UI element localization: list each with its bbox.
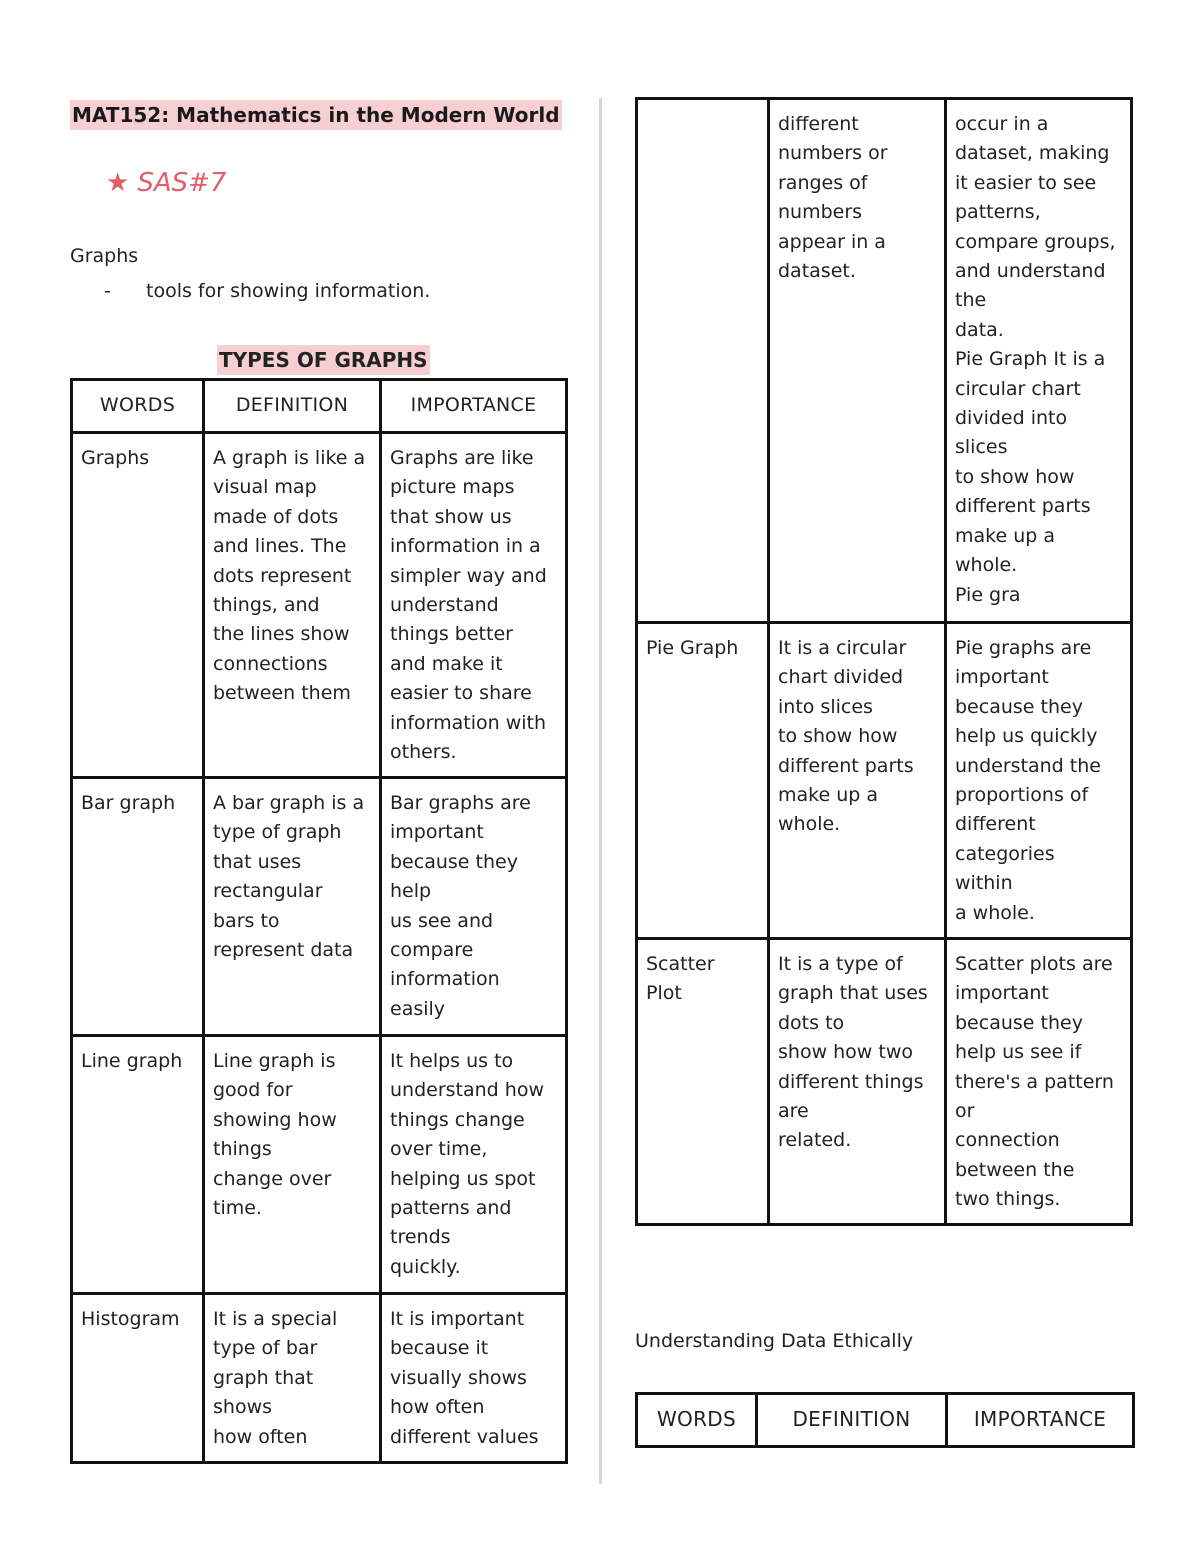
cell-word: Line graph bbox=[72, 1036, 204, 1294]
sas-label: SAS#7 bbox=[137, 168, 227, 198]
ethics-heading: Understanding Data Ethically bbox=[635, 1330, 914, 1352]
cell-word: Graphs bbox=[72, 433, 204, 778]
table-row bbox=[72, 1294, 567, 1463]
graphs-bullet bbox=[104, 280, 430, 302]
table-row bbox=[72, 778, 567, 1036]
graphs-heading: Graphs bbox=[70, 245, 139, 267]
course-title: MAT152: Mathematics in the Modern World bbox=[70, 100, 562, 130]
cell-importance: Graphs are like picture maps that show us information in a simpler way and understand things better and make it easier to share information with others. bbox=[381, 433, 567, 778]
cell-importance: It is important because it visually shows how often different values bbox=[381, 1294, 567, 1463]
cell-importance: Pie graphs are important because they help us quickly understand the proportions of different categories within a whole. bbox=[946, 623, 1132, 939]
types-of-graphs-table bbox=[70, 378, 568, 1464]
types-of-graphs-table-continued bbox=[635, 97, 1133, 1226]
sas-title bbox=[106, 168, 226, 198]
types-heading: TYPES OF GRAPHS bbox=[217, 345, 430, 375]
cell-definition: Line graph is good for showing how things change over time. bbox=[204, 1036, 381, 1294]
cell-definition: A graph is like a visual map made of dots and lines. The dots represent things, and the lines show connections between them bbox=[204, 433, 381, 778]
header-words: WORDS bbox=[72, 380, 204, 433]
table-header-row bbox=[72, 380, 567, 433]
ethics-table bbox=[635, 1392, 1135, 1448]
table-row bbox=[72, 433, 567, 778]
header-importance: IMPORTANCE bbox=[947, 1394, 1134, 1447]
header-definition: DEFINITION bbox=[757, 1394, 947, 1447]
cell-definition: A bar graph is a type of graph that uses rectangular bars to represent data bbox=[204, 778, 381, 1036]
table-row bbox=[637, 939, 1132, 1225]
header-definition: DEFINITION bbox=[204, 380, 381, 433]
cell-importance: occur in a dataset, making it easier to see patterns, compare groups, and understand the data. Pie Graph It is a circular chart divided into slices to show how different parts make up a whole. Pie gra bbox=[946, 99, 1132, 623]
cell-definition: It is a circular chart divided into slices to show how different parts make up a whole. bbox=[769, 623, 946, 939]
cell-importance: It helps us to understand how things change over time, helping us spot patterns and trends quickly. bbox=[381, 1036, 567, 1294]
bullet-dash: - bbox=[104, 280, 111, 302]
cell-word: Pie Graph bbox=[637, 623, 769, 939]
cell-word: Bar graph bbox=[72, 778, 204, 1036]
cell-word: Histogram bbox=[72, 1294, 204, 1463]
graphs-bullet-text: tools for showing information. bbox=[146, 280, 431, 302]
header-words: WORDS bbox=[637, 1394, 757, 1447]
table-row bbox=[72, 1036, 567, 1294]
cell-word bbox=[637, 99, 769, 623]
cell-importance: Bar graphs are important because they help us see and compare information easily bbox=[381, 778, 567, 1036]
cell-definition: It is a special type of bar graph that shows how often bbox=[204, 1294, 381, 1463]
cell-definition: It is a type of graph that uses dots to show how two different things are related. bbox=[769, 939, 946, 1225]
cell-word: Scatter Plot bbox=[637, 939, 769, 1225]
star-icon: ★ bbox=[106, 168, 130, 198]
cell-importance: Scatter plots are important because they help us see if there's a pattern or connection between the two things. bbox=[946, 939, 1132, 1225]
table-header-row bbox=[637, 1394, 1134, 1447]
table-row bbox=[637, 623, 1132, 939]
table-row bbox=[637, 99, 1132, 623]
cell-definition: different numbers or ranges of numbers appear in a dataset. bbox=[769, 99, 946, 623]
header-importance: IMPORTANCE bbox=[381, 380, 567, 433]
column-divider bbox=[599, 98, 602, 1484]
